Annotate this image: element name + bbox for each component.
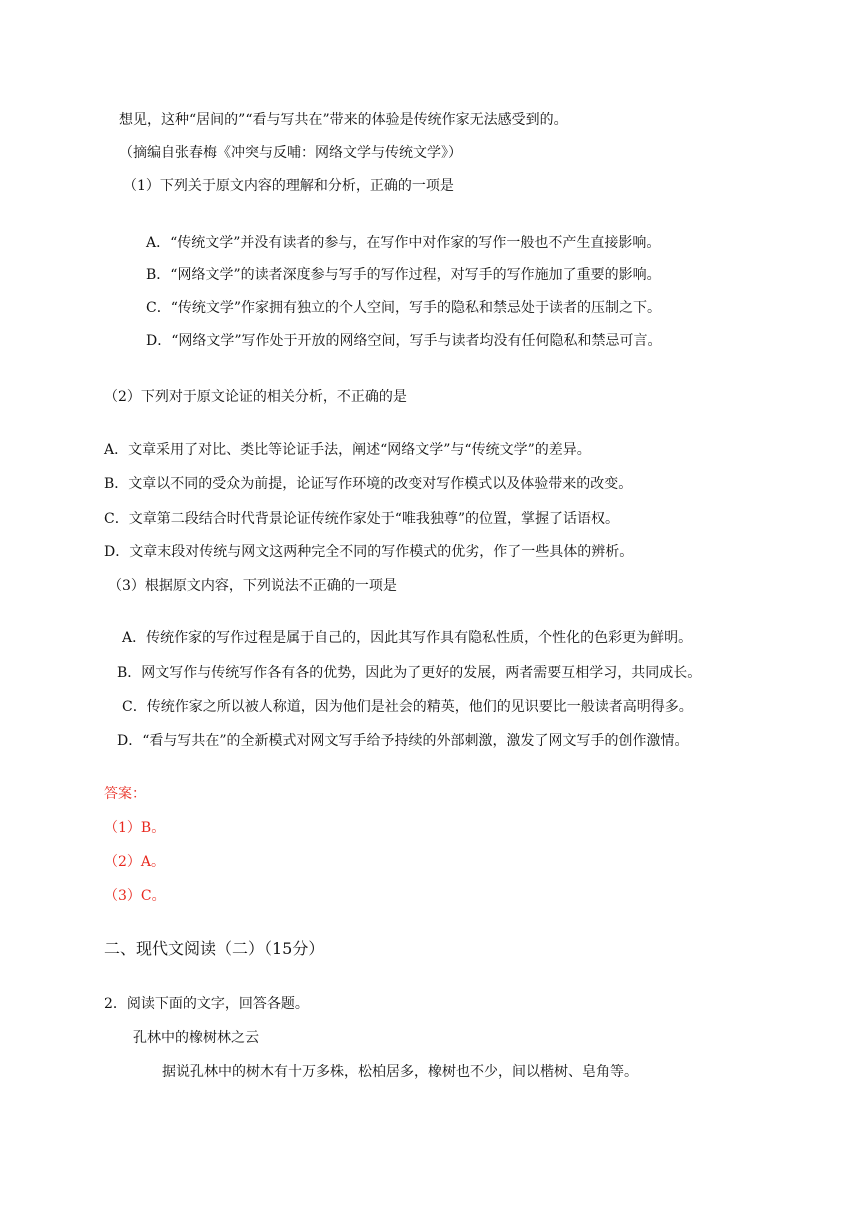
section-2-question: 2．阅读下面的文字，回答各题。 [104, 996, 309, 1012]
question-3-option-d: D．“看与写共在”的全新模式对网文写手给予持续的外部刺激，激发了网文写手的创作激情。 [117, 733, 689, 749]
question-1-prompt: （1）下列关于原文内容的理解和分析，正确的一项是 [123, 178, 454, 194]
question-3-option-a: A．传统作家的写作过程是属于自己的，因此其写作具有隐私性质，个性化的色彩更为鲜明。 [122, 630, 693, 646]
reading-title: 孔林中的橡树林之云 [133, 1030, 259, 1046]
question-3-option-c: C．传统作家之所以被人称道，因为他们是社会的精英，他们的见识要比一般读者高明得多。 [122, 699, 693, 715]
question-2-option-a: A．文章采用了对比、类比等论证手法，阐述“网络文学”与“传统文学”的差异。 [104, 442, 591, 458]
question-3-prompt: （3）根据原文内容，下列说法不正确的一项是 [108, 578, 397, 594]
section-2-heading: 二、现代文阅读（二）（15分） [104, 939, 325, 958]
reading-first-line: 据说孔林中的树木有十万多株，松柏居多，橡树也不少，间以楷树、皂角等。 [162, 1064, 638, 1080]
answer-item-1: （1）B。 [104, 820, 166, 836]
source-citation: （摘编自张春梅《冲突与反哺：网络文学与传统文学》） [119, 145, 462, 161]
question-1-option-a: A．“传统文学”并没有读者的参与，在写作中对作家的写作一般也不产生直接影响。 [146, 235, 661, 251]
question-1-option-c: C．“传统文学”作家拥有独立的个人空间，写手的隐私和禁忌处于读者的压制之下。 [146, 300, 662, 316]
question-3-option-b: B．网文写作与传统写作各有各的优势，因此为了更好的发展，两者需要互相学习，共同成长。 [117, 665, 702, 681]
question-2-prompt: （2）下列对于原文论证的相关分析，不正确的是 [104, 389, 407, 405]
intro-paragraph-line: 想见，这种“居间的”“看与写共在”带来的体验是传统作家无法感受到的。 [119, 112, 568, 128]
answer-item-2: （2）A。 [104, 854, 166, 870]
answer-label: 答案： [104, 786, 146, 802]
question-2-option-d: D．文章末段对传统与网文这两种完全不同的写作模式的优劣，作了一些具体的辨析。 [104, 544, 634, 560]
question-1-option-b: B．“网络文学”的读者深度参与写手的写作过程，对写手的写作施加了重要的影响。 [146, 267, 661, 283]
question-2-option-b: B．文章以不同的受众为前提，论证写作环境的改变对写作模式以及体验带来的改变。 [104, 476, 633, 492]
question-1-option-d: D．“网络文学”写作处于开放的网络空间，写手与读者均没有任何隐私和禁忌可言。 [146, 333, 662, 349]
answer-item-3: （3）C。 [104, 888, 166, 904]
question-2-option-c: C．文章第二段结合时代背景论证传统作家处于“唯我独尊”的位置，掌握了话语权。 [104, 511, 620, 527]
